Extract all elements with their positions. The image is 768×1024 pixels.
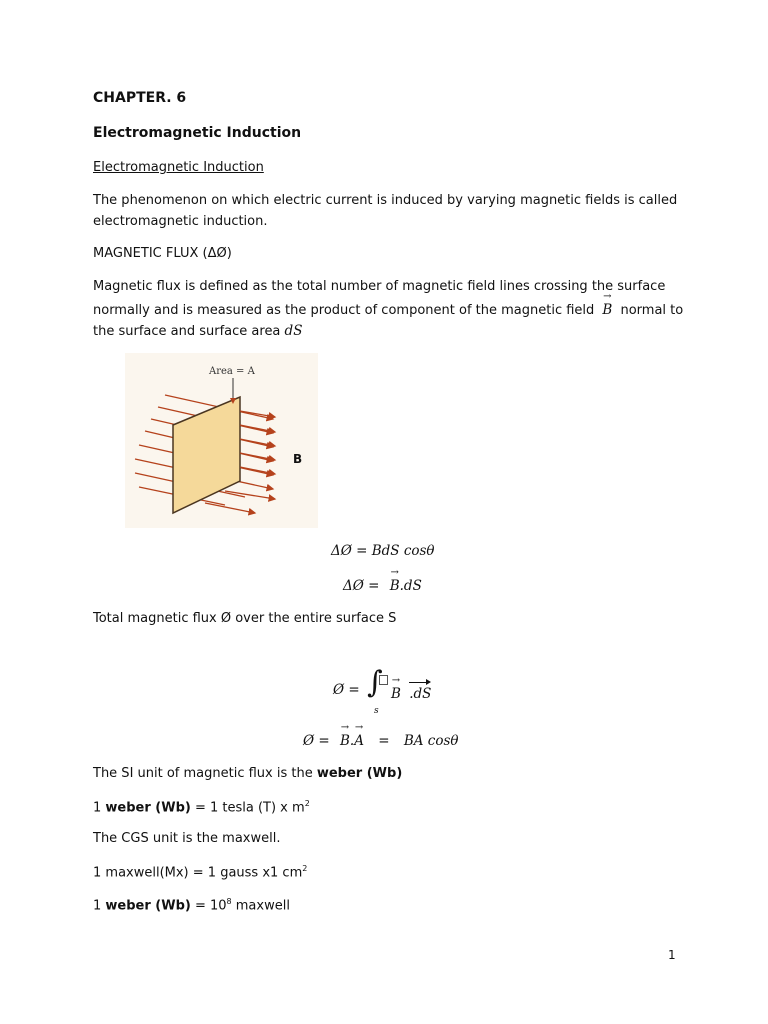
flux-figure <box>125 353 318 528</box>
si-unit-bold: weber (Wb) <box>316 766 403 781</box>
eq2-ds: .dS <box>399 578 422 594</box>
definition-line-2: electromagnetic induction. <box>93 214 268 229</box>
ds-symbol: dS <box>284 323 303 339</box>
vector-b-symbol: → B <box>602 302 612 318</box>
si-unit-line <box>93 766 402 781</box>
conv-num: 1 <box>93 898 106 914</box>
equation-flux-dot-product <box>303 733 459 749</box>
eq4-equals: = <box>378 733 390 749</box>
conv-bold: weber (Wb) <box>105 898 191 914</box>
maxwell-definition-line <box>93 864 307 880</box>
b-field-label: B <box>293 452 303 466</box>
maxwell-text: 1 maxwell(Mx) = 1 gauss x1 cm <box>93 865 303 881</box>
equation-flux-vector <box>343 578 422 594</box>
conv-sup: 8 <box>226 897 232 906</box>
flux-def-line-2 <box>93 302 683 318</box>
cgs-unit-line: The CGS unit is the maxwell. <box>93 831 281 846</box>
integral-integrand <box>391 686 431 702</box>
conv-mid: = 10 <box>190 898 227 914</box>
maxwell-sup: 2 <box>302 864 308 873</box>
weber-maxwell-conversion-line <box>93 897 290 913</box>
equation-flux-scalar: ΔØ = BdS cosθ <box>331 543 435 559</box>
page-title: Electromagnetic Induction <box>93 125 302 141</box>
si-unit-text: The SI unit of magnetic flux is the <box>93 766 317 781</box>
eq4-vector-a: → A <box>354 733 364 749</box>
equation-flux-integral <box>333 682 360 698</box>
eq3-lhs: Ø = <box>333 682 360 698</box>
eq2-lhs: ΔØ = <box>343 578 380 594</box>
eq3-vector-b: → B <box>391 686 401 702</box>
integral-subscript: s <box>374 706 379 716</box>
flux-def-line-1: Magnetic flux is defined as the total number of magnetic field lines crossing the surface <box>93 279 666 294</box>
flux-def-line-2-start: normally and is measured as the product of component of the magnetic field <box>93 303 595 318</box>
definition-line-1: The phenomenon on which electric current is induced by varying magnetic fields is called <box>93 193 678 208</box>
weber-num: 1 <box>93 800 106 816</box>
flux-diagram <box>125 353 318 528</box>
integral-sign: ∫ <box>367 665 383 700</box>
eq4-lhs: Ø = <box>303 733 330 749</box>
chapter-heading: CHAPTER. 6 <box>93 90 187 106</box>
weber-bold: weber (Wb) <box>105 800 191 816</box>
weber-sup: 2 <box>304 799 310 808</box>
page-number: 1 <box>668 948 676 962</box>
eq2-vector-b: → B <box>390 578 400 594</box>
flux-def-line-2-end: normal to <box>620 303 684 318</box>
integral-placeholder-box <box>379 675 388 685</box>
eq4-rhs: BA cosθ <box>403 733 459 749</box>
eq4-vector-b: → B <box>340 733 350 749</box>
area-label: Area = A <box>209 366 255 377</box>
section-subheading: Electromagnetic Induction <box>93 160 264 175</box>
eq3-vector-ds: .dS <box>409 686 432 702</box>
flux-heading: MAGNETIC FLUX (ΔØ) <box>93 246 232 261</box>
flux-def-line-3 <box>93 323 302 339</box>
weber-rest: = 1 tesla (T) x m <box>190 800 305 816</box>
eq4-dot: . <box>349 733 355 749</box>
weber-definition-line <box>93 799 310 815</box>
conv-end: maxwell <box>231 898 290 914</box>
total-flux-text: Total magnetic flux Ø over the entire surface S <box>93 611 397 626</box>
flux-def-line-3-start: the surface and surface area <box>93 324 281 339</box>
